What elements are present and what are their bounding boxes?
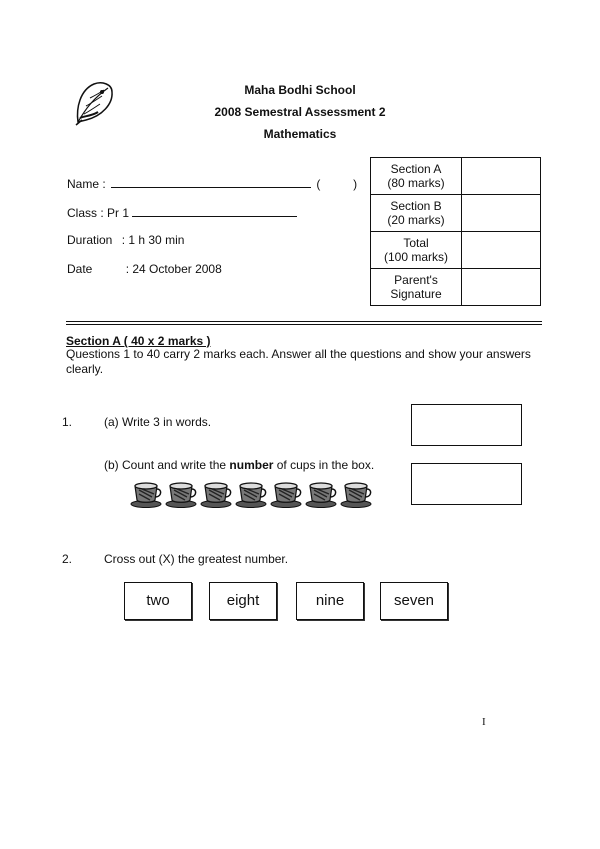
marks-label: Section A (80 marks) (371, 158, 462, 195)
name-label: Name : (67, 177, 106, 191)
cup-icon (340, 480, 372, 508)
divider-top (66, 321, 542, 322)
page-mark: I (482, 716, 486, 728)
marks-row-signature (371, 269, 541, 306)
class-row (67, 204, 297, 220)
q1-number: 1. (62, 415, 73, 429)
marks-label: Parent's Signature (371, 269, 462, 306)
cup-icon (305, 480, 337, 508)
date-value: : 24 October 2008 (125, 262, 222, 276)
duration-row (67, 233, 184, 247)
option-nine[interactable]: nine (296, 582, 364, 620)
q2-text: Cross out (X) the greatest number. (104, 552, 289, 566)
cup-icon (200, 480, 232, 508)
school-name: Maha Bodhi School (244, 83, 356, 97)
class-label: Class : Pr 1 (67, 206, 130, 220)
q1a-answer-box[interactable] (411, 404, 522, 446)
marks-value-cell[interactable] (462, 195, 541, 232)
option-seven[interactable]: seven (380, 582, 448, 620)
duration-label: Duration (67, 233, 113, 247)
marks-value-cell[interactable] (462, 269, 541, 306)
q1a-text: (a) Write 3 in words. (104, 415, 212, 429)
marks-value-cell[interactable] (462, 232, 541, 269)
cups-row (130, 480, 380, 510)
marks-label: Section B (20 marks) (371, 195, 462, 232)
date-label: Date (67, 262, 93, 276)
exam-title: 2008 Semestral Assessment 2 (214, 105, 386, 119)
subject-title: Mathematics (263, 127, 337, 141)
q1b-answer-box[interactable] (411, 463, 522, 505)
class-field[interactable] (132, 204, 297, 217)
option-eight[interactable]: eight (209, 582, 277, 620)
marks-table (370, 157, 541, 306)
cup-icon (165, 480, 197, 508)
q2-number: 2. (62, 552, 73, 566)
marks-value-cell[interactable] (462, 158, 541, 195)
marks-row-total (371, 232, 541, 269)
marks-row-section-b (371, 195, 541, 232)
section-a-title: Section A ( 40 x 2 marks ) (66, 334, 211, 348)
marks-label: Total (100 marks) (371, 232, 462, 269)
option-two[interactable]: two (124, 582, 192, 620)
name-row: Name : ( ) (67, 177, 358, 191)
divider-bottom (66, 324, 542, 325)
duration-value: : 1 h 30 min (121, 233, 185, 247)
marks-row-section-a (371, 158, 541, 195)
cup-icon (130, 480, 162, 508)
date-row (67, 262, 222, 276)
cup-icon (270, 480, 302, 508)
name-field[interactable] (111, 175, 311, 188)
q1b-text: (b) Count and write the number of cups in the box. (104, 458, 375, 472)
section-a-instructions: Questions 1 to 40 carry 2 marks each. Answer all the questions and show your answers clearly. (66, 347, 531, 376)
cup-icon (235, 480, 267, 508)
